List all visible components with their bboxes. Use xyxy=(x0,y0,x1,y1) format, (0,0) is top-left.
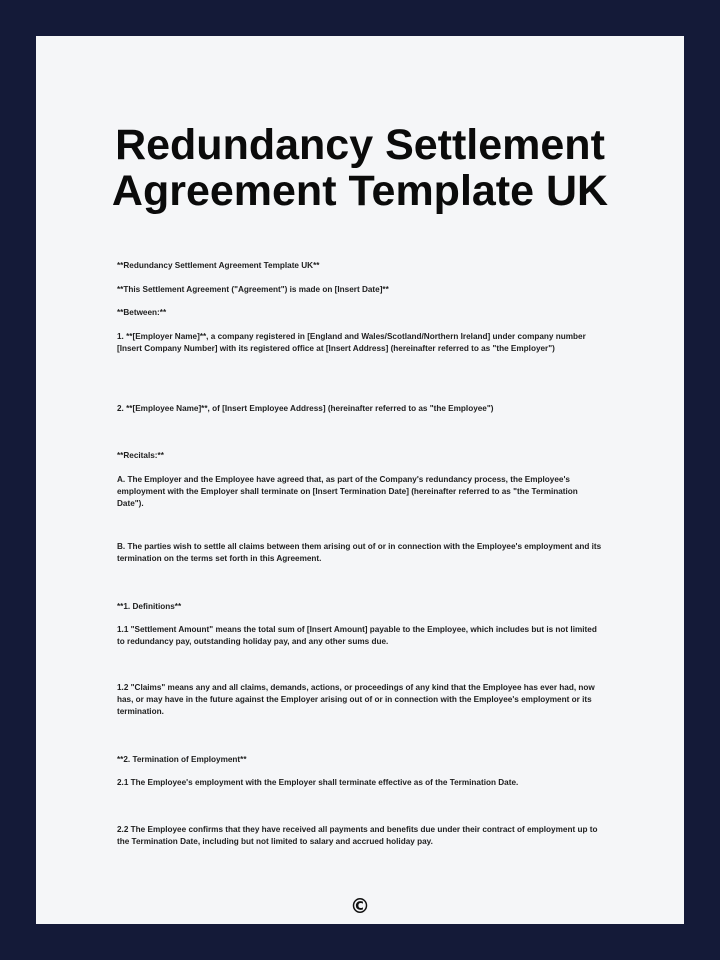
recital-b: B. The parties wish to settle all claims between them arising out of or in connection with the Employee's employment and its termination on the terms set forth in this Agreement. xyxy=(117,542,602,564)
page-title-line-1: Redundancy Settlement xyxy=(115,121,605,169)
doc-heading: **Redundancy Settlement Agreement Template UK** xyxy=(117,261,320,270)
document-page xyxy=(36,36,684,924)
clause-1-1: 1.1 "Settlement Amount" means the total sum of [Insert Amount] payable to the Employee, which includes but is not limited to redundancy pay, outstanding holiday pay, and any other sums due. xyxy=(117,625,597,647)
recitals-heading: **Recitals:** xyxy=(117,451,164,460)
page-title-line-2: Agreement Template UK xyxy=(111,167,609,215)
page-title xyxy=(36,122,684,214)
clause-2-2: 2.2 The Employee confirms that they have received all payments and benefits due under their contract of employment up to the Termination Date, including but not limited to salary and accrued holiday pay. xyxy=(117,825,598,847)
party-employer: 1. **[Employer Name]**, a company registered in [England and Wales/Scotland/Northern Ireland] under company number [Insert Company Number] with its registered office at [Insert Address] (hereinafter referred to as "the Employer") xyxy=(117,332,586,354)
clause-2-1: 2.1 The Employee's employment with the Employer shall terminate effective as of the Termination Date. xyxy=(117,778,519,787)
termination-heading: **2. Termination of Employment** xyxy=(117,755,247,764)
agreement-date-line: **This Settlement Agreement ("Agreement") is made on [Insert Date]** xyxy=(117,285,389,294)
party-employee: 2. **[Employee Name]**, of [Insert Employee Address] (hereinafter referred to as "the Employee") xyxy=(117,404,494,413)
recital-a: A. The Employer and the Employee have agreed that, as part of the Company's redundancy process, the Employee's employment with the Employer shall terminate on [Insert Termination Date] (hereinafter referred to as "the Termination Date"). xyxy=(117,475,578,509)
clause-1-2: 1.2 "Claims" means any and all claims, demands, actions, or proceedings of any kind that the Employee has ever had, now has, or may have in the future against the Employer arising out of or in connection with the Employee's employment or its termination. xyxy=(117,683,595,717)
between-heading: **Between:** xyxy=(117,308,167,317)
copyright-icon: © xyxy=(350,894,370,918)
definitions-heading: **1. Definitions** xyxy=(117,602,182,611)
